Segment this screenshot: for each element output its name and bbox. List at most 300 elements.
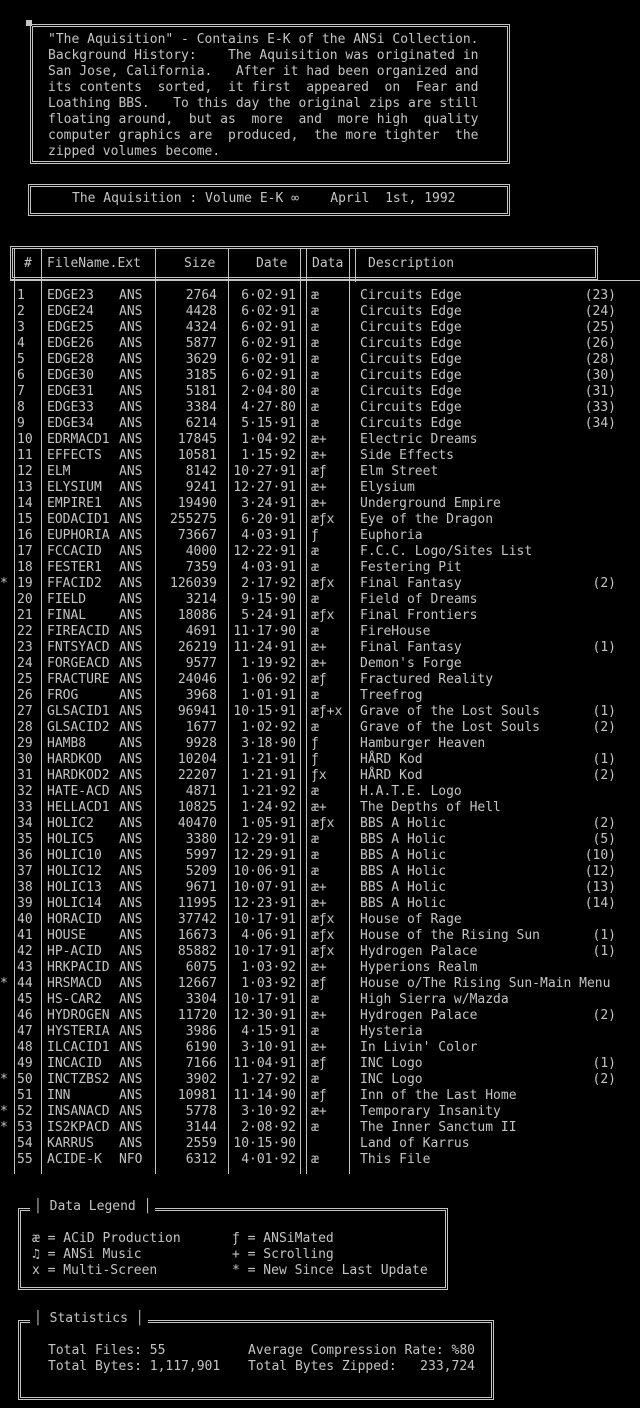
table-row[interactable]	[0, 560, 640, 576]
cell-size: 4428	[185, 304, 217, 319]
cell-size: 3968	[185, 688, 217, 703]
cell-name: HAMB8	[47, 736, 87, 751]
cell-mark: *	[0, 576, 8, 591]
cell-date: 1·27·92	[241, 1072, 296, 1087]
table-row[interactable]	[0, 432, 640, 448]
table-row[interactable]	[0, 1072, 640, 1088]
cell-data: æ	[311, 384, 319, 399]
cell-data: æƒ	[311, 672, 327, 687]
cell-desc: Hyperions Realm	[360, 960, 478, 975]
cell-date: 6·20·91	[241, 512, 296, 527]
cell-name: EMPIRE1	[47, 496, 102, 511]
cell-data: æ+	[311, 1104, 327, 1119]
cell-ext: ANS	[119, 640, 143, 655]
intro-line: Loathing BBS. To this day the original zips are still	[48, 96, 479, 111]
cell-data: æ	[311, 304, 319, 319]
cell-ext: ANS	[119, 1040, 143, 1055]
cell-date: 3·18·90	[241, 736, 296, 751]
table-row[interactable]	[0, 288, 640, 304]
cell-name: FNTSYACD	[47, 640, 110, 655]
table-row[interactable]	[0, 752, 640, 768]
cell-data: æƒ	[311, 1088, 327, 1103]
cell-size: 3629	[185, 352, 217, 367]
cell-desc: Final Fantasy	[360, 576, 462, 591]
cell-ext: ANS	[119, 448, 143, 463]
table-row[interactable]	[0, 608, 640, 624]
cell-ext: ANS	[119, 528, 143, 543]
cell-date: 1·03·92	[241, 960, 296, 975]
cell-ext: ANS	[119, 864, 143, 879]
table-row[interactable]	[0, 576, 640, 592]
cell-size: 3902	[185, 1072, 217, 1087]
cell-desc: Field of Dreams	[360, 592, 478, 607]
cell-ext: ANS	[119, 1072, 143, 1087]
cell-size: 3144	[185, 1120, 217, 1135]
cell-name: HOLIC5	[47, 832, 94, 847]
cell-num: 14	[17, 496, 33, 511]
table-row[interactable]	[0, 768, 640, 784]
cell-ext: ANS	[119, 336, 143, 351]
legend-item: æ = ACiD Production	[32, 1231, 181, 1246]
cell-data: æ	[311, 720, 319, 735]
cell-size: 2559	[185, 1136, 217, 1151]
cell-name: EDGE33	[47, 400, 94, 415]
cell-ext: ANS	[119, 368, 143, 383]
table-row[interactable]	[0, 896, 640, 912]
cell-num: 24	[17, 656, 33, 671]
table-row[interactable]	[0, 976, 640, 992]
table-row[interactable]	[0, 624, 640, 640]
cell-part: (23)	[584, 288, 616, 303]
cell-ext: ANS	[119, 608, 143, 623]
cell-data: æ	[311, 560, 319, 575]
cell-ext: ANS	[119, 384, 143, 399]
intro-line: San Jose, California. After it had been organized and	[48, 64, 479, 79]
cell-num: 50	[17, 1072, 33, 1087]
col-header-description: Description	[368, 256, 455, 271]
cell-desc: Elysium	[360, 480, 415, 495]
cell-name: EODACID1	[47, 512, 110, 527]
cell-date: 1·21·91	[241, 768, 296, 783]
cell-ext: ANS	[119, 624, 143, 639]
cell-name: HORACID	[47, 912, 102, 927]
cell-data: æ	[311, 1120, 319, 1135]
table-row[interactable]	[0, 1104, 640, 1120]
cell-date: 2·08·92	[241, 1120, 296, 1135]
cell-ext: ANS	[119, 896, 143, 911]
cell-data: æ	[311, 1072, 319, 1087]
table-rule	[10, 280, 640, 281]
cell-part: (26)	[584, 336, 616, 351]
cell-data: ƒx	[311, 768, 327, 783]
cell-size: 24046	[177, 672, 217, 687]
cell-desc: Eye of the Dragon	[360, 512, 494, 527]
cell-ext: ANS	[119, 736, 143, 751]
cell-desc: FireHouse	[360, 624, 431, 639]
cell-size: 22207	[177, 768, 217, 783]
cell-size: 255275	[170, 512, 217, 527]
cell-desc: Circuits Edge	[360, 288, 462, 303]
cell-data: æƒ	[311, 1056, 327, 1071]
cell-size: 9671	[185, 880, 217, 895]
cell-size: 10204	[177, 752, 217, 767]
cell-date: 6·02·91	[241, 352, 296, 367]
cell-ext: ANS	[119, 496, 143, 511]
table-row[interactable]	[0, 464, 640, 480]
table-row[interactable]	[0, 336, 640, 352]
cell-size: 2764	[185, 288, 217, 303]
table-row[interactable]	[0, 704, 640, 720]
cell-desc: Temporary Insanity	[360, 1104, 501, 1119]
cell-ext: ANS	[119, 976, 143, 991]
cell-desc: House of Rage	[360, 912, 462, 927]
cell-date: 1·19·92	[241, 656, 296, 671]
cell-name: KARRUS	[47, 1136, 94, 1151]
stats-title-text: Statistics	[49, 1311, 128, 1326]
cell-part: (14)	[584, 896, 616, 911]
cell-ext: ANS	[119, 592, 143, 607]
table-row[interactable]	[0, 656, 640, 672]
cell-num: 15	[17, 512, 33, 527]
table-row[interactable]	[0, 928, 640, 944]
cell-part: (24)	[584, 304, 616, 319]
cell-name: HRKPACID	[47, 960, 110, 975]
cell-ext: ANS	[119, 880, 143, 895]
cell-size: 5181	[185, 384, 217, 399]
cell-date: 12·29·91	[233, 848, 296, 863]
cell-size: 10981	[177, 1088, 217, 1103]
intro-box-corner	[26, 20, 32, 26]
table-row[interactable]	[0, 496, 640, 512]
table-row[interactable]	[0, 640, 640, 656]
cell-name: HP-ACID	[47, 944, 102, 959]
table-row[interactable]	[0, 1088, 640, 1104]
legend-item: + = Scrolling	[232, 1247, 334, 1262]
cell-num: 17	[17, 544, 33, 559]
table-row[interactable]	[0, 320, 640, 336]
table-row[interactable]	[0, 960, 640, 976]
table-row[interactable]	[0, 736, 640, 752]
cell-part: (30)	[584, 368, 616, 383]
cell-data: æ+	[311, 640, 327, 655]
cell-date: 11·14·90	[233, 1088, 296, 1103]
cell-name: HOLIC14	[47, 896, 102, 911]
cell-data: ƒ	[311, 752, 319, 767]
cell-desc: Circuits Edge	[360, 400, 462, 415]
cell-num: 29	[17, 736, 33, 751]
table-row[interactable]	[0, 944, 640, 960]
cell-name: HARDKOD2	[47, 768, 110, 783]
cell-date: 1·01·91	[241, 688, 296, 703]
cell-part: (28)	[584, 352, 616, 367]
cell-num: 37	[17, 864, 33, 879]
cell-name: HYDROGEN	[47, 1008, 110, 1023]
cell-name: EDGE26	[47, 336, 94, 351]
cell-num: 25	[17, 672, 33, 687]
cell-name: ACIDE-K	[47, 1152, 102, 1167]
cell-data: ƒ	[311, 528, 319, 543]
cell-data: æ+	[311, 496, 327, 511]
table-row[interactable]	[0, 992, 640, 1008]
cell-ext: ANS	[119, 416, 143, 431]
cell-data: æ	[311, 848, 319, 863]
table-row[interactable]	[0, 352, 640, 368]
cell-desc: Circuits Edge	[360, 320, 462, 335]
cell-size: 40470	[177, 816, 217, 831]
cell-date: 1·02·92	[241, 720, 296, 735]
cell-size: 3304	[185, 992, 217, 1007]
stats-avg-compression: Average Compression Rate: %80	[248, 1343, 475, 1358]
cell-date: 6·02·91	[241, 304, 296, 319]
table-row[interactable]	[0, 784, 640, 800]
cell-ext: ANS	[119, 1008, 143, 1023]
cell-size: 4691	[185, 624, 217, 639]
table-row[interactable]	[0, 1040, 640, 1056]
cell-part: (13)	[584, 880, 616, 895]
cell-size: 11720	[177, 1008, 217, 1023]
cell-date: 4·15·91	[241, 1024, 296, 1039]
table-row[interactable]	[0, 816, 640, 832]
cell-size: 3384	[185, 400, 217, 415]
cell-name: HATE-ACD	[47, 784, 110, 799]
cell-num: 27	[17, 704, 33, 719]
cell-num: 26	[17, 688, 33, 703]
cell-part: (33)	[584, 400, 616, 415]
table-row[interactable]	[0, 864, 640, 880]
cell-date: 3·10·92	[241, 1104, 296, 1119]
cell-date: 12·29·91	[233, 832, 296, 847]
table-row[interactable]	[0, 800, 640, 816]
intro-line: floating around, but as more and more high quality	[48, 112, 479, 127]
col-divider	[355, 248, 356, 282]
cell-date: 6·02·91	[241, 320, 296, 335]
cell-part: (34)	[584, 416, 616, 431]
table-row[interactable]	[0, 672, 640, 688]
cell-name: EDGE30	[47, 368, 94, 383]
cell-desc: This File	[360, 1152, 431, 1167]
legend-title: │ Data Legend │	[30, 1199, 155, 1215]
cell-ext: ANS	[119, 1136, 143, 1151]
table-row[interactable]	[0, 848, 640, 864]
cell-ext: ANS	[119, 544, 143, 559]
cell-mark: *	[0, 1072, 8, 1087]
cell-data: æ+	[311, 896, 327, 911]
cell-desc: In Livin' Color	[360, 1040, 478, 1055]
cell-desc: The Inner Sanctum II	[360, 1120, 517, 1135]
cell-data: æ	[311, 592, 319, 607]
cell-date: 11·24·91	[233, 640, 296, 655]
cell-data: æ	[311, 864, 319, 879]
volume-title: The Aquisition : Volume E-K ∞ April 1st, 1992	[72, 191, 456, 206]
cell-ext: ANS	[119, 1104, 143, 1119]
cell-ext: ANS	[119, 288, 143, 303]
cell-data: æ	[311, 416, 319, 431]
cell-desc: Circuits Edge	[360, 416, 462, 431]
cell-num: 43	[17, 960, 33, 975]
cell-name: INSANACD	[47, 1104, 110, 1119]
cell-data: æ	[311, 368, 319, 383]
cell-name: ILCACID1	[47, 1040, 110, 1055]
cell-data: æ	[311, 544, 319, 559]
cell-desc: HÅRD Kod	[360, 752, 423, 767]
table-row[interactable]	[0, 448, 640, 464]
table-row[interactable]	[0, 528, 640, 544]
col-header-num: #	[24, 256, 32, 271]
cell-date: 5·15·91	[241, 416, 296, 431]
cell-name: FIREACID	[47, 624, 110, 639]
cell-data: æƒx	[311, 576, 335, 591]
legend-item: ƒ = ANSiMated	[232, 1231, 334, 1246]
cell-num: 32	[17, 784, 33, 799]
cell-num: 53	[17, 1120, 33, 1135]
cell-desc: Euphoria	[360, 528, 423, 543]
cell-num: 3	[17, 320, 25, 335]
file-table-body	[0, 288, 640, 1168]
table-row[interactable]	[0, 416, 640, 432]
cell-ext: ANS	[119, 944, 143, 959]
cell-date: 10·06·91	[233, 864, 296, 879]
cell-size: 5778	[185, 1104, 217, 1119]
cell-part: (1)	[592, 1056, 616, 1071]
table-row[interactable]	[0, 1024, 640, 1040]
cell-date: 1·06·92	[241, 672, 296, 687]
table-row[interactable]	[0, 480, 640, 496]
cell-num: 28	[17, 720, 33, 735]
cell-desc: Side Effects	[360, 448, 454, 463]
cell-num: 33	[17, 800, 33, 815]
cell-desc: House of the Rising Sun	[360, 928, 541, 943]
cell-data: æ+	[311, 480, 327, 495]
table-row[interactable]	[0, 304, 640, 320]
cell-size: 26219	[177, 640, 217, 655]
cell-desc: Inn of the Last Home	[360, 1088, 517, 1103]
cell-name: FRACTURE	[47, 672, 110, 687]
cell-desc: H.A.T.E. Logo	[360, 784, 462, 799]
cell-num: 45	[17, 992, 33, 1007]
cell-date: 6·02·91	[241, 368, 296, 383]
cell-date: 11·04·91	[233, 1056, 296, 1071]
cell-desc: Grave of the Lost Souls	[360, 704, 541, 719]
cell-size: 7359	[185, 560, 217, 575]
cell-name: FORGEACD	[47, 656, 110, 671]
cell-date: 4·03·91	[241, 560, 296, 575]
table-row[interactable]	[0, 832, 640, 848]
table-row[interactable]	[0, 400, 640, 416]
cell-num: 47	[17, 1024, 33, 1039]
cell-date: 4·03·91	[241, 528, 296, 543]
cell-size: 73667	[177, 528, 217, 543]
cell-date: 6·02·91	[241, 288, 296, 303]
cell-ext: ANS	[119, 688, 143, 703]
cell-num: 48	[17, 1040, 33, 1055]
cell-name: HELLACD1	[47, 800, 110, 815]
table-row[interactable]	[0, 1008, 640, 1024]
cell-ext: ANS	[119, 512, 143, 527]
table-row[interactable]	[0, 368, 640, 384]
cell-ext: ANS	[119, 848, 143, 863]
cell-mark: *	[0, 1120, 8, 1135]
cell-desc: Circuits Edge	[360, 336, 462, 351]
cell-part: (2)	[592, 1008, 616, 1023]
cell-num: 55	[17, 1152, 33, 1167]
table-row[interactable]	[0, 592, 640, 608]
cell-data: æ+	[311, 1040, 327, 1055]
cell-data: æ	[311, 784, 319, 799]
cell-date: 12·23·91	[233, 896, 296, 911]
table-row[interactable]	[0, 1152, 640, 1168]
cell-num: 42	[17, 944, 33, 959]
cell-name: HOUSE	[47, 928, 87, 943]
cell-data: æ	[311, 688, 319, 703]
cell-num: 10	[17, 432, 33, 447]
table-row[interactable]	[0, 1136, 640, 1152]
intro-line: zipped volumes become.	[48, 144, 221, 159]
cell-data: æ	[311, 1152, 319, 1167]
table-row[interactable]	[0, 384, 640, 400]
col-header-date: Date	[256, 256, 288, 271]
cell-num: 12	[17, 464, 33, 479]
table-row[interactable]	[0, 912, 640, 928]
cell-ext: ANS	[119, 1024, 143, 1039]
cell-size: 4000	[185, 544, 217, 559]
cell-name: FFACID2	[47, 576, 102, 591]
cell-date: 10·15·90	[233, 1136, 296, 1151]
cell-data: æ	[311, 336, 319, 351]
cell-num: 38	[17, 880, 33, 895]
cell-name: FIELD	[47, 592, 87, 607]
cell-date: 1·04·92	[241, 432, 296, 447]
cell-data: æ+	[311, 800, 327, 815]
cell-desc: Hamburger Heaven	[360, 736, 486, 751]
table-row[interactable]	[0, 1056, 640, 1072]
cell-name: ELYSIUM	[47, 480, 102, 495]
table-row[interactable]	[0, 1120, 640, 1136]
cell-data: æ	[311, 400, 319, 415]
intro-line: Background History: The Aquisition was originated in	[48, 48, 479, 63]
table-row[interactable]	[0, 544, 640, 560]
cell-data: æ+	[311, 1008, 327, 1023]
legend-item: * = New Since Last Update	[232, 1263, 428, 1278]
table-row[interactable]	[0, 688, 640, 704]
cell-desc: Circuits Edge	[360, 352, 462, 367]
cell-part: (1)	[592, 928, 616, 943]
cell-num: 5	[17, 352, 25, 367]
cell-num: 44	[17, 976, 33, 991]
cell-num: 21	[17, 608, 33, 623]
table-row[interactable]	[0, 880, 640, 896]
cell-desc: Circuits Edge	[360, 304, 462, 319]
cell-desc: High Sierra w/Mazda	[360, 992, 509, 1007]
cell-desc: Electric Dreams	[360, 432, 478, 447]
cell-part: (31)	[584, 384, 616, 399]
intro-line: "The Aquisition" - Contains E-K of the ANSi Collection.	[48, 32, 479, 47]
cell-size: 5997	[185, 848, 217, 863]
cell-ext: ANS	[119, 960, 143, 975]
cell-ext: ANS	[119, 1088, 143, 1103]
cell-ext: ANS	[119, 400, 143, 415]
cell-size: 19490	[177, 496, 217, 511]
cell-num: 16	[17, 528, 33, 543]
cell-date: 3·10·91	[241, 1040, 296, 1055]
cell-num: 51	[17, 1088, 33, 1103]
cell-desc: BBS A Holic	[360, 880, 447, 895]
cell-desc: House o/The Rising Sun-Main Menu	[360, 976, 611, 991]
table-row[interactable]	[0, 720, 640, 736]
cell-ext: ANS	[119, 816, 143, 831]
cell-num: 30	[17, 752, 33, 767]
table-row[interactable]	[0, 512, 640, 528]
cell-data: æƒ	[311, 976, 327, 991]
